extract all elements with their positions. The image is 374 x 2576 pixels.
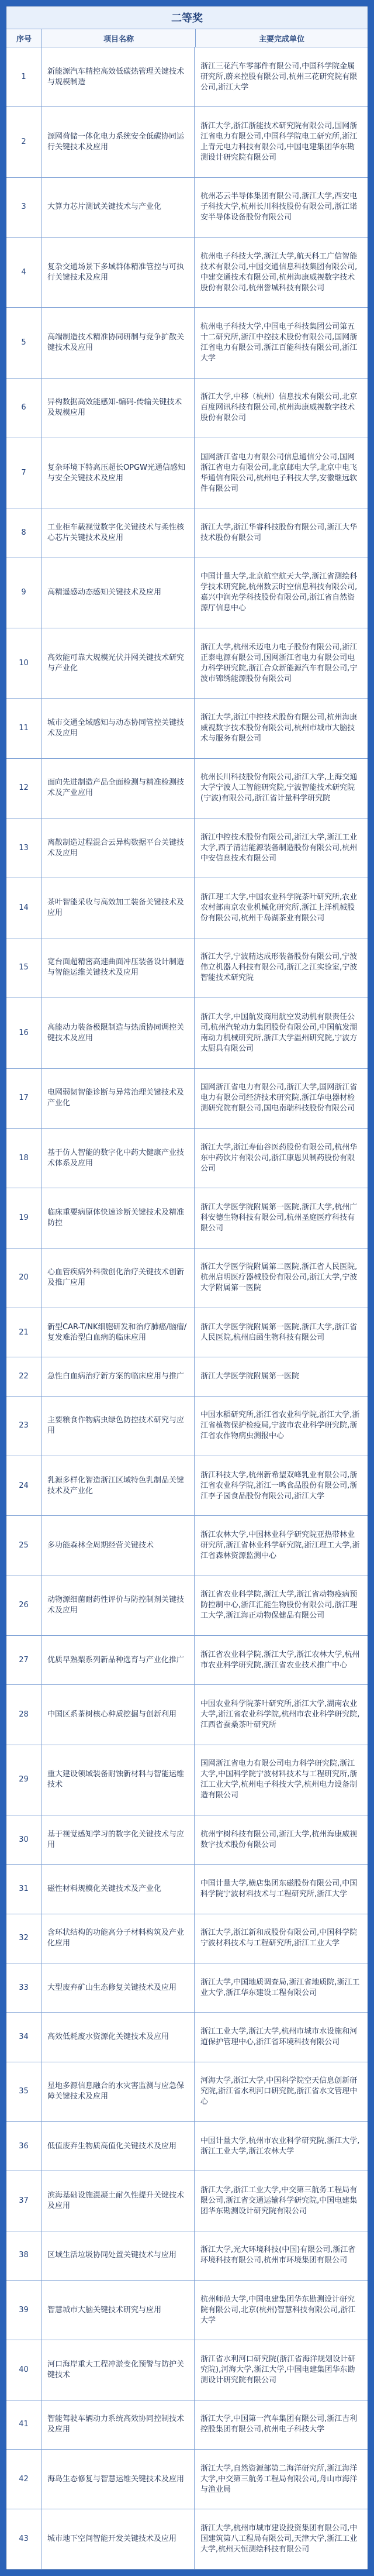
completion-units: 中国农业科学院茶叶研究所,浙江大学,湖南农业大学,浙江省农业科学院,杭州市农业科学研究院,江西省蚕桑茶叶研究所 (200, 1699, 360, 1729)
project-name: 滨海基础设施混凝土耐久性提升关键技术及应用 (41, 2171, 195, 2230)
project-name: 中国区系茶树核心种质挖掘与创新利用 (41, 1685, 195, 1744)
table-row (6, 1456, 368, 1516)
row-number: 24 (6, 1456, 41, 1515)
table-row (6, 438, 368, 508)
completion-units: 河海大学,浙江大学,中国科学院空天信息创新研究院,浙江省水利河口研究院,浙江省水文管理中心 (200, 2076, 358, 2107)
row-number: 6 (6, 379, 41, 438)
table-row (6, 1357, 368, 1396)
completion-units: 浙江大学,浙江寿仙谷医药股份有限公司,杭州华东中药饮片有限公司,浙江康恩贝制药股份有限公司 (200, 1143, 358, 1173)
row-number: 22 (6, 1357, 41, 1395)
completion-units: 浙江农林大学,中国林业科学研究院亚热带林业研究所,浙江省林业科学研究院,浙江理工大学,浙江省森林资源监测中心 (200, 1530, 360, 1560)
project-name: 优质早熟梨系列新品种选育与产业化推广 (41, 1636, 195, 1684)
row-number: 38 (6, 2231, 41, 2280)
project-name: 高效能可靠大规模光伏并网关键技术研究与产业化 (41, 628, 195, 698)
row-number: 35 (6, 2062, 41, 2121)
project-name: 异构数据高效能感知-编码-传输关键技术及规模应用 (41, 379, 195, 438)
completion-units: 杭州芯云半导体集团有限公司,浙江大学,西安电子科技大学,杭州长川科技股份有限公司,浙江诺安半导体设备股份有限公司 (200, 192, 358, 222)
row-number: 29 (6, 1745, 41, 1815)
completion-units: 浙江省农业科学院,浙江大学,浙江省动物疫病预防控制中心,浙江汇能生物股份有限公司,浙江理工大学,浙江海正动物保健品有限公司 (200, 1590, 358, 1621)
table-row (6, 1914, 368, 1963)
project-name: 茶叶智能采收与高效加工装备关键技术及应用 (41, 878, 195, 937)
completion-units: 国网浙江省电力有限公司信息通信分公司,国网浙江省电力有限公司,北京邮电大学,北京中电飞华通信有限公司,杭州电子科技大学,安徽继远软件有限公司 (200, 452, 358, 493)
completion-units: 浙江大学医学院附属第一医院,浙江大学,杭州广科安德生物科技有限公司,杭州圣庭医疗科技有限公司 (200, 1202, 358, 1233)
completion-units: 浙江大学,中国地质调查局,浙江省地质院,浙江工业大学,浙江华东建设工程有限公司 (200, 1977, 360, 1997)
row-number: 20 (6, 1249, 41, 1308)
row-number: 34 (6, 2013, 41, 2061)
project-name: 主要粮食作物病虫绿色防控技术研究与应用 (41, 1397, 195, 1456)
row-number: 39 (6, 2281, 41, 2340)
table-row (6, 998, 368, 1068)
project-name: 大算力芯片测试关键技术与产业化 (41, 178, 195, 237)
project-name: 智慧城市大脑关键技术研究与应用 (41, 2281, 195, 2340)
table-row (6, 1188, 368, 1248)
completion-units: 浙江大学,浙江浙能技术研究院有限公司,国网浙江省电力有限公司,中国科学院电工研究所,浙江上青元电力科技有限公司,中国电建集团华东勘测设计研究院有限公司 (200, 122, 358, 163)
header-project: 项目名称 (42, 29, 196, 47)
row-number: 5 (6, 308, 41, 377)
row-number: 14 (6, 878, 41, 937)
completion-units: 浙江大学,中国第一汽车集团有限公司,浙江吉利控股集团有限公司,杭州电子科技大学 (200, 2415, 358, 2434)
row-number: 18 (6, 1129, 41, 1188)
table-row (6, 699, 368, 758)
project-name: 高效低耗废水资源化关键技术及应用 (41, 2013, 195, 2061)
project-name: 低值废弃生物质高值化关键技术及应用 (41, 2122, 195, 2171)
table-row (6, 759, 368, 818)
project-name: 海岛生态修复与智慧运维关键技术及应用 (41, 2450, 195, 2509)
project-name: 城市交通全域感知与动态协同管控关键技术及应用 (41, 699, 195, 758)
completion-units: 国网浙江省电力有限公司,浙江大学,国网浙江省电力有限公司经济技术研究院,浙江华电器材检测研究院有限公司,国电南瑞科技股份有限公司 (200, 1083, 358, 1113)
completion-units: 浙江大学,杭州市城市建设投资集团有限公司,中国建筑第八工程局有限公司,天津大学,浙江工业大学,杭州天恒测绘科技有限公司 (200, 2524, 358, 2554)
completion-units: 杭州宇树科技有限公司,浙江大学,杭州海康威视数字技术股份有限公司 (200, 1829, 358, 1849)
row-number: 36 (6, 2122, 41, 2171)
project-name: 乳源多样化智造浙江区域特色乳制品关键技术及产业化 (41, 1456, 195, 1515)
table-row (6, 1397, 368, 1456)
completion-units: 浙江大学,浙江工业大学,中交第三航务工程局有限公司,浙江省交通运输科学研究院,中国电建集团华东勘测设计研究院有限公司 (200, 2186, 358, 2216)
project-name: 电网弱韧智能诊断与异常治理关键技术及产业化 (41, 1069, 195, 1128)
project-name: 动物源细菌耐药性评价与防控制剂关键技术及应用 (41, 1576, 195, 1635)
completion-units: 浙江三花汽车零部件有限公司,中国科学院金属研究所,蔚来控股有限公司,杭州三花研究院有限公司,浙江大学 (200, 61, 358, 92)
table-row (6, 628, 368, 699)
table-row (6, 2281, 368, 2340)
completion-units: 杭州电子科技大学,浙江大学,航天科工广信智能技术有限公司,中国交通信息科技集团有限公司,中建交通技术有限公司,杭州海康威视数字技术股份有限公司,杭州誉城科技有限公司 (200, 252, 358, 293)
completion-units: 杭州师范大学,中国电建集团华东勘测设计研究院有限公司,北京(杭州)智慧科技有限公司,浙江大学 (200, 2295, 356, 2325)
row-number: 12 (6, 759, 41, 818)
completion-units: 浙江大学,光大环境科技(中国)有限公司,浙江省环境科技有限公司,杭州市环境集团有限公司 (200, 2245, 356, 2265)
table-row (6, 1815, 368, 1865)
table-row (6, 1865, 368, 1914)
project-name: 含环状结构的功能高分子材料构筑及产业化应用 (41, 1914, 195, 1963)
project-name: 临床重要病原体快速诊断关键技术及精准防控 (41, 1188, 195, 1247)
table-row (6, 1576, 368, 1636)
table-row (6, 379, 368, 438)
completion-units: 杭州电子科技大学,中国电子科技集团公司第五十二研究所,浙江中控技术股份有限公司,国网浙江省电力有限公司,浙江百能科技有限公司,浙江大学 (200, 322, 358, 363)
completion-units: 国网浙江省电力有限公司电力科学研究院,浙江大学,中国科学院宁波材料技术与工程研究所,浙江工业大学,杭州电子科技大学,杭州电力设备制造有限公司 (200, 1759, 358, 1800)
row-number: 30 (6, 1815, 41, 1864)
project-name: 区域生活垃圾协同处置关键技术与应用 (41, 2231, 195, 2280)
project-name: 急性白血病治疗新方案的临床应用与推广 (41, 1357, 195, 1395)
row-number: 10 (6, 628, 41, 698)
row-number: 42 (6, 2450, 41, 2509)
completion-units: 浙江大学,宁波精达成形装备股份有限公司,宁波伟立机器人科技有限公司,浙江之江实验室,宁波智能技术研究院 (200, 952, 358, 983)
project-name: 新型CAR-T/NK细胞研发和治疗肺癌/脑瘤/复发难治型白血病的临床应用 (41, 1308, 195, 1357)
completion-units: 浙江省水利河口研究院(浙江省海洋规划设计研究院),河海大学,浙江大学,中国电建集团华东勘测设计研究院有限公司 (200, 2355, 356, 2385)
completion-units: 中国水稻研究所,浙江省农业科学院,浙江大学,浙江省植物保护检疫局,宁波市农业科学研究院,浙江省农作物病虫测报中心 (200, 1411, 360, 1441)
row-number: 2 (6, 107, 41, 177)
row-number: 21 (6, 1308, 41, 1357)
completion-units: 浙江大学,浙江中控技术股份有限公司,杭州海康威视数字技术股份有限公司,杭州市城市大脑技术与服务有限公司 (200, 713, 358, 744)
project-name: 离散制造过程混合云异构数据平台关键技术及应用 (41, 818, 195, 878)
project-name: 基于仿人智能的数字化中药大健康产业技术体系及应用 (41, 1129, 195, 1188)
project-name: 基于视觉感知学习的数字化关键技术与应用 (41, 1815, 195, 1864)
project-name: 重大建设领域装备耐蚀新材料与智能运维技术 (41, 1745, 195, 1815)
table-row (6, 47, 368, 107)
project-name: 城市地下空间智能开发关键技术及应用 (41, 2509, 195, 2568)
completion-units: 中国计量大学,横店集团东磁股份有限公司,中国科学院宁波材料技术与工程研究所,浙江大学 (200, 1879, 358, 1899)
table-row (6, 2400, 368, 2450)
completion-units: 浙江大学,自然资源部第二海洋研究所,浙江海洋大学,中交第三航务工程局有限公司,舟山市海洋与渔业局 (200, 2464, 358, 2494)
header-no: 序号 (6, 29, 42, 47)
project-name: 新能源汽车精控高效低碳热管理关键技术与规模制造 (41, 47, 195, 106)
table-row (6, 1516, 368, 1576)
completion-units: 浙江大学,浙江华睿科技股份有限公司,浙江大华技术股份有限公司 (200, 523, 358, 543)
project-name: 河口海岸重大工程冲淤变化预警与防护关键技术 (41, 2340, 195, 2399)
completion-units: 中国计量大学,杭州市农业科学研究院,浙江大学,浙江工业大学,浙江农林大学 (200, 2136, 360, 2156)
row-number: 9 (6, 558, 41, 628)
table-row (6, 2122, 368, 2171)
table-row (6, 1685, 368, 1745)
table-row (6, 178, 368, 238)
row-number: 40 (6, 2340, 41, 2399)
row-number: 23 (6, 1397, 41, 1456)
table-body (6, 47, 368, 2570)
row-number: 19 (6, 1188, 41, 1247)
row-number: 3 (6, 178, 41, 237)
project-name: 大型废弃矿山生态修复关键技术及应用 (41, 1963, 195, 2012)
project-name: 工业柜车载视觉数字化关键技术与柔性核心芯片关键技术及应用 (41, 508, 195, 557)
completion-units: 浙江大学医学院附属第一医院 (200, 1371, 300, 1381)
award-table (6, 6, 368, 2570)
table-row (6, 2450, 368, 2509)
project-name: 宽台面超精密高速曲面冲压装备设计制造与智能运维关键技术及应用 (41, 938, 195, 998)
row-number: 16 (6, 998, 41, 1068)
header-units: 主要完成单位 (258, 35, 304, 44)
completion-units: 中国计量大学,北京航空航天大学,浙江省测绘科学技术研究院,杭州数云时空信息科技有限公司,嘉兴中润光学科技股份有限公司,浙江省自然资源厅信息中心 (200, 572, 358, 613)
completion-units: 浙江大学医学院附属第二医院,浙江省人民医院,杭州启明医疗器械股份有限公司,浙江大学,宁波大学附属第一医院 (200, 1263, 358, 1293)
completion-units: 浙江大学,中国航发商用航空发动机有限责任公司,杭州汽轮动力集团股份有限公司,中国航发湖南动力机械研究所,浙江大学温州研究院,宁波方太厨具有限公司 (200, 1012, 358, 1053)
project-name: 复杂交通场景下多域群体精准管控与可执行关键技术及应用 (41, 238, 195, 307)
table-header-row (6, 29, 368, 47)
row-number: 43 (6, 2509, 41, 2568)
table-row (6, 1129, 368, 1188)
table-row (6, 818, 368, 878)
completion-units: 浙江省农业科学院,浙江大学,浙江农林大学,杭州市农业科学研究院,浙江省农业技术推广中心 (200, 1650, 360, 1670)
table-row (6, 2340, 368, 2400)
completion-units: 浙江大学,浙江新和成股份有限公司,中国科学院宁波材料技术与工程研究所,浙江工业大学 (200, 1928, 358, 1948)
table-row (6, 558, 368, 628)
table-row (6, 1963, 368, 2013)
project-name: 多功能森林全周期经营关键技术 (41, 1516, 195, 1575)
row-number: 26 (6, 1576, 41, 1635)
table-row (6, 308, 368, 378)
completion-units: 浙江科技大学,杭州新希望双峰乳业有限公司,浙江省农业科学院,浙江一鸣食品股份有限公司,浙江李子园食品股份有限公司,浙江大学 (200, 1470, 358, 1501)
project-name: 星地多源信息融合的水灾害监测与应急保障关键技术及应用 (41, 2062, 195, 2121)
table-row (6, 508, 368, 558)
row-number: 32 (6, 1914, 41, 1963)
table-row (6, 1745, 368, 1815)
project-name: 面向先进制造产品全面检测与精准检测技术及产业应用 (41, 759, 195, 818)
row-number: 11 (6, 699, 41, 758)
completion-units: 浙江中控技术股份有限公司,浙江大学,浙江工业大学,西子清洁能源装备制造股份有限公司,杭州中安信息技术有限公司 (200, 833, 358, 863)
row-number: 13 (6, 818, 41, 878)
table-row (6, 1636, 368, 1685)
row-number: 1 (6, 47, 41, 106)
project-name: 高端制造技术精准协同研制与竞争扩散关键技术及应用 (41, 308, 195, 377)
project-name: 心血管疾病外科微创化治疗关键技术创新及推广应用 (41, 1249, 195, 1308)
table-row (6, 938, 368, 998)
table-row (6, 2231, 368, 2281)
table-row (6, 2171, 368, 2231)
row-number: 17 (6, 1069, 41, 1128)
completion-units: 浙江理工大学,中国农业科学院茶叶研究所,农业农村部南京农业机械化研究所,浙江上洋机械股份有限公司,杭州千岛湖茶业有限公司 (200, 893, 358, 923)
completion-units: 浙江工业大学,浙江大学,杭州市城市水设施和河道保护管理中心,浙江省环境科技有限公司 (200, 2027, 358, 2047)
table-title: 二等奖 (6, 6, 368, 29)
project-name: 源网荷储一体化电力系统安全低碳协同运行关键技术及应用 (41, 107, 195, 177)
row-number: 7 (6, 438, 41, 508)
row-number: 37 (6, 2171, 41, 2230)
row-number: 28 (6, 1685, 41, 1744)
row-number: 25 (6, 1516, 41, 1575)
project-name: 复杂环境下特高压超长OPGW光通信感知与安全关键技术及应用 (41, 438, 195, 508)
completion-units: 浙江大学,中移（杭州）信息技术有限公司,北京百度网讯科技有限公司,杭州海康威视数字技术股份有限公司 (200, 393, 358, 423)
table-row (6, 2062, 368, 2122)
table-row (6, 1308, 368, 1357)
completion-units: 杭州长川科技股份有限公司,浙江大学,上海交通大学宁波人工智能研究院,宁波智能技术研究院(宁波)有限公司,浙江省计量科学研究院 (200, 773, 358, 803)
table-row (6, 238, 368, 308)
completion-units: 浙江大学,杭州禾迈电力电子股份有限公司,浙江正泰电源有限公司,国网浙江省电力有限公司电力科学研究院,浙江合众新能源汽车有限公司,宁波市锦绣能源股份有限公司 (200, 642, 358, 683)
table-row (6, 2509, 368, 2569)
project-name: 磁性材料规模化关键技术及产业化 (41, 1865, 195, 1913)
table-row (6, 107, 368, 177)
table-row (6, 1249, 368, 1308)
table-row (6, 1069, 368, 1129)
table-row (6, 2013, 368, 2062)
project-name: 高能动力装备极限制造与热质协同调控关键技术及应用 (41, 998, 195, 1068)
project-name: 智能驾驶车辆动力系统高效协同控制技术及应用 (41, 2400, 195, 2449)
project-name: 高精遥感动态感知关键技术及应用 (41, 558, 195, 628)
row-number: 41 (6, 2400, 41, 2449)
table-row (6, 878, 368, 938)
completion-units: 浙江大学医学院附属第一医院,浙江大学,浙江省人民医院,杭州启函生物科技有限公司 (200, 1322, 358, 1342)
row-number: 31 (6, 1865, 41, 1913)
row-number: 27 (6, 1636, 41, 1684)
row-number: 33 (6, 1963, 41, 2012)
row-number: 15 (6, 938, 41, 998)
row-number: 4 (6, 238, 41, 307)
row-number: 8 (6, 508, 41, 557)
